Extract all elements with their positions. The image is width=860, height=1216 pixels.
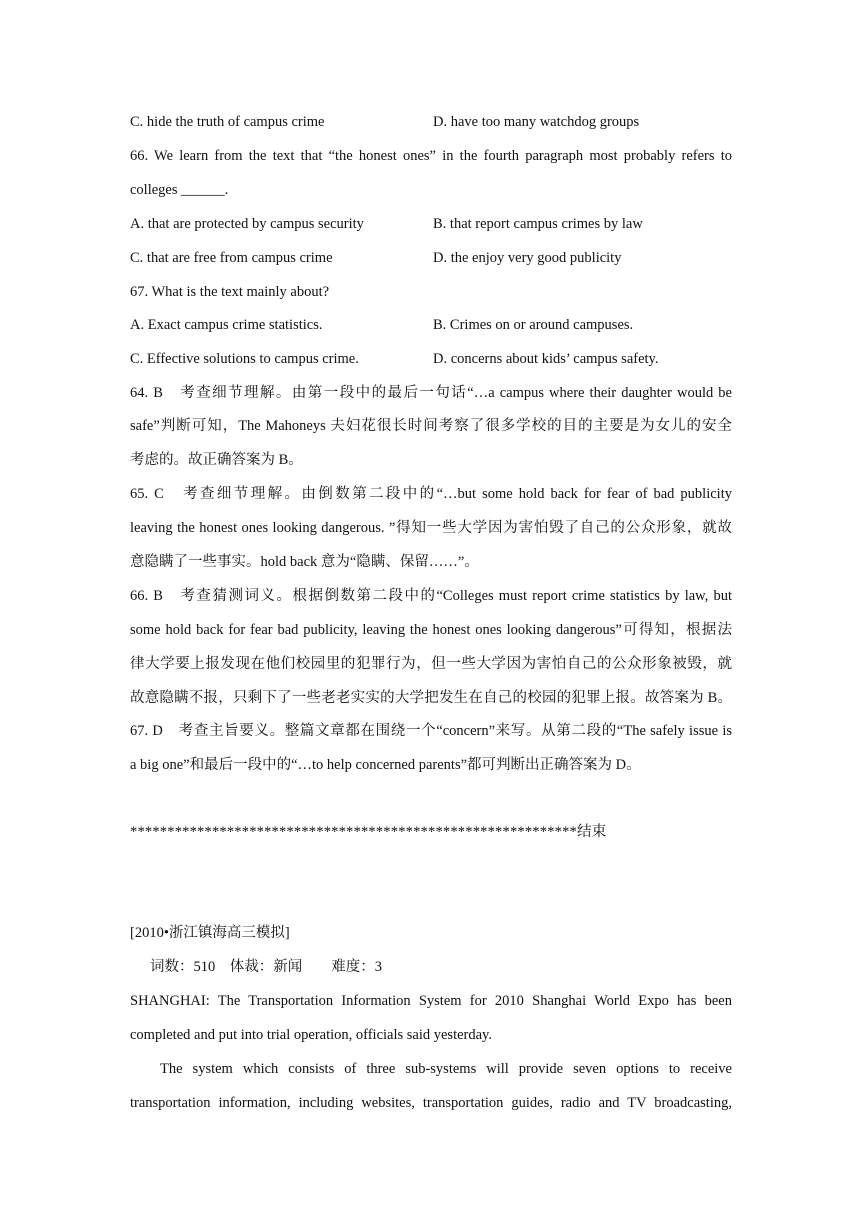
answer-64-line-1: 64. B 考查细节理解。由第一段中的最后一句话“…a campus where their daughter would be (130, 385, 732, 401)
answer-65-line-2: leaving the honest ones looking dangerous. ”得知一些大学因为害怕毁了自己的公众形象，就故 (130, 520, 732, 536)
passage-para-2-line-2: transportation information, including websites, transportation guides, radio and TV broadcasting, (130, 1095, 732, 1111)
passage-para-1-line-1: SHANGHAI: The Transportation Information System for 2010 Shanghai World Expo has been (130, 993, 732, 1009)
q67-option-d: D. concerns about kids’ campus safety. (433, 351, 659, 367)
q66-stem-line-1: 66. We learn from the text that “the honest ones” in the fourth paragraph most probably refers to (130, 148, 732, 164)
q66-option-c: C. that are free from campus crime (130, 250, 333, 266)
passage-para-2-line-1: The system which consists of three sub-systems will provide seven options to receive (160, 1061, 732, 1077)
answer-66-line-2: some hold back for fear bad publicity, leaving the honest ones looking dangerous”可得知，根据法 (130, 622, 732, 638)
passage-para-1-line-2: completed and put into trial operation, officials said yesterday. (130, 1027, 492, 1043)
answer-64-line-3: 考虑的。故正确答案为 B。 (130, 452, 303, 468)
answer-67-line-2: a big one”和最后一段中的“…to help concerned parents”都可判断出正确答案为 D。 (130, 757, 641, 773)
q65-option-d: D. have too many watchdog groups (433, 114, 640, 130)
q66-option-a: A. that are protected by campus security (130, 216, 364, 232)
answer-65-line-1: 65. C 考查细节理解。由倒数第二段中的“…but some hold back for fear of bad publicity (130, 486, 732, 502)
q66-stem-line-2: colleges ______. (130, 182, 229, 198)
q67-option-a: A. Exact campus crime statistics. (130, 317, 323, 333)
answer-66-line-4: 故意隐瞒不报，只剩下了一些老老实实的大学把发生在自己的校园的犯罪上报。故答案为 B。 (130, 690, 732, 706)
passage-source: [2010•浙江镇海高三模拟] (130, 925, 290, 941)
answer-64-line-2: safe”判断可知，The Mahoneys 夫妇花很长时间考察了很多学校的目的主要是为女儿的安全 (130, 418, 732, 434)
q66-option-b: B. that report campus crimes by law (433, 216, 643, 232)
q67-stem: 67. What is the text mainly about? (130, 284, 330, 300)
q65-option-c: C. hide the truth of campus crime (130, 114, 325, 130)
q67-option-c: C. Effective solutions to campus crime. (130, 351, 359, 367)
end-separator: ************************************************************结束 (130, 824, 607, 840)
answer-66-line-1: 66. B 考查猜测词义。根据倒数第二段中的“Colleges must report crime statistics by law, but (130, 588, 732, 604)
answer-66-line-3: 律大学要上报发现在他们校园里的犯罪行为，但一些大学因为害怕自己的公众形象被毁，就 (130, 656, 732, 672)
answer-65-line-3: 意隐瞒了一些事实。hold back 意为“隐瞒、保留……”。 (130, 554, 479, 570)
answer-67-line-1: 67. D 考查主旨要义。整篇文章都在围绕一个“concern”来写。从第二段的“The safely issue is (130, 723, 732, 739)
passage-meta: 词数：510 体裁：新闻 难度：3 (150, 959, 382, 975)
q67-option-b: B. Crimes on or around campuses. (433, 317, 634, 333)
q66-option-d: D. the enjoy very good publicity (433, 250, 622, 266)
